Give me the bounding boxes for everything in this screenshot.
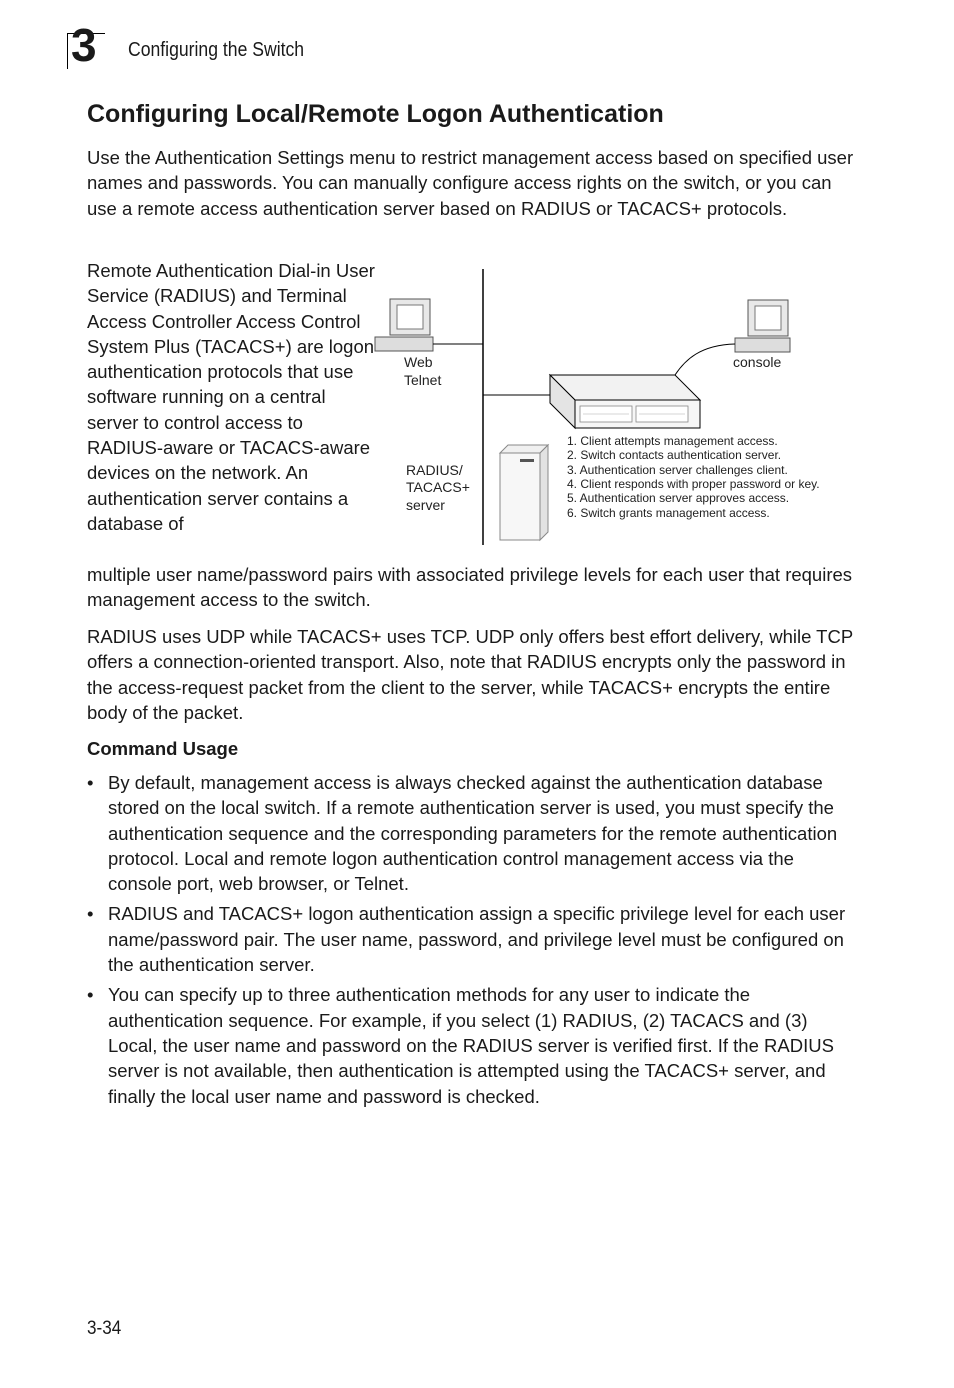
console-label: console	[733, 354, 782, 370]
authentication-server-icon	[500, 445, 548, 540]
step-6: 6. Switch grants management access.	[567, 506, 770, 520]
web-label: Web	[404, 354, 433, 370]
step-2: 2. Switch contacts authentication server.	[567, 448, 782, 462]
section-title: Configuring Local/Remote Logon Authentication	[87, 100, 664, 128]
list-item	[87, 982, 857, 1108]
step-3: 3. Authentication server challenges client.	[567, 463, 788, 477]
protocols-paragraph: RADIUS uses UDP while TACACS+ uses TCP. UDP only offers best effort delivery, while TCP offers a connection-oriented transport. Also, note that RADIUS encrypts only the password in the access-request packet from the client to the server, while TACACS+ encrypts the entire body of the packet.	[87, 626, 853, 723]
step-1: 1. Client attempts management access.	[567, 434, 778, 448]
web-telnet-computer-icon	[375, 299, 483, 351]
step-5: 5. Authentication server approves access.	[567, 491, 790, 505]
list-item-text: RADIUS and TACACS+ logon authentication assign a specific privilege level for each user name/password pair. The user name, password, and privilege level must be configured on the authentication server.	[108, 903, 846, 976]
command-usage-list	[87, 770, 857, 1114]
intro-paragraph: Use the Authentication Settings menu to restrict management access based on specified user names and passwords. You can manually configure access rights on the switch, or you can use a remote access authentication server based on RADIUS or TACACS+ protocols.	[87, 147, 854, 219]
bullet-icon: •	[87, 772, 94, 793]
list-item	[87, 770, 857, 896]
authentication-diagram	[370, 265, 850, 550]
page-number: 3-34	[87, 1318, 122, 1339]
list-item-text: By default, management access is always checked against the authentication database stored on the local switch. If a remote authentication server is used, you must specify the authentication sequence and the corresponding parameters for the remote authentication protocol. Local and remote logon authentication control management access via the console port, web browser, or Telnet.	[108, 772, 838, 895]
console-computer-icon	[735, 300, 790, 352]
switch-icon	[483, 375, 700, 428]
server-label-server: server	[406, 497, 445, 513]
bullet-icon: •	[87, 984, 94, 1006]
running-header-title: Configuring the Switch	[128, 39, 305, 61]
bullet-icon: •	[87, 903, 94, 925]
list-item	[87, 901, 857, 977]
telnet-label: Telnet	[404, 372, 442, 388]
list-item-text: You can specify up to three authentication methods for any user to indicate the authentication sequence. For example, if you select (1) RADIUS, (2) TACACS and (3) Local, the user name and password on the RADIUS server is verified first. If the RADIUS server is not available, then authentication is attempted using the TACACS+ server, and finally the local user name and password is checked.	[108, 984, 834, 1107]
radius-description-continued: multiple user name/password pairs with associated privilege levels for each user that requires management access to the switch.	[87, 564, 853, 611]
step-4: 4. Client responds with proper password or key.	[567, 477, 820, 491]
radius-description-paragraph: Remote Authentication Dial-in User Service (RADIUS) and Terminal Access Controller Access Control System Plus (TACACS+) are logon authentication protocols that use software running on a central server to control access to RADIUS-aware or TACACS-aware devices on the network. An authentication server contains a database of	[87, 260, 375, 534]
server-label-tacacs: TACACS+	[406, 479, 470, 495]
chapter-number: 3	[71, 19, 97, 71]
command-usage-heading: Command Usage	[87, 738, 239, 759]
server-label-radius: RADIUS/	[406, 462, 463, 478]
console-cable	[675, 344, 735, 375]
